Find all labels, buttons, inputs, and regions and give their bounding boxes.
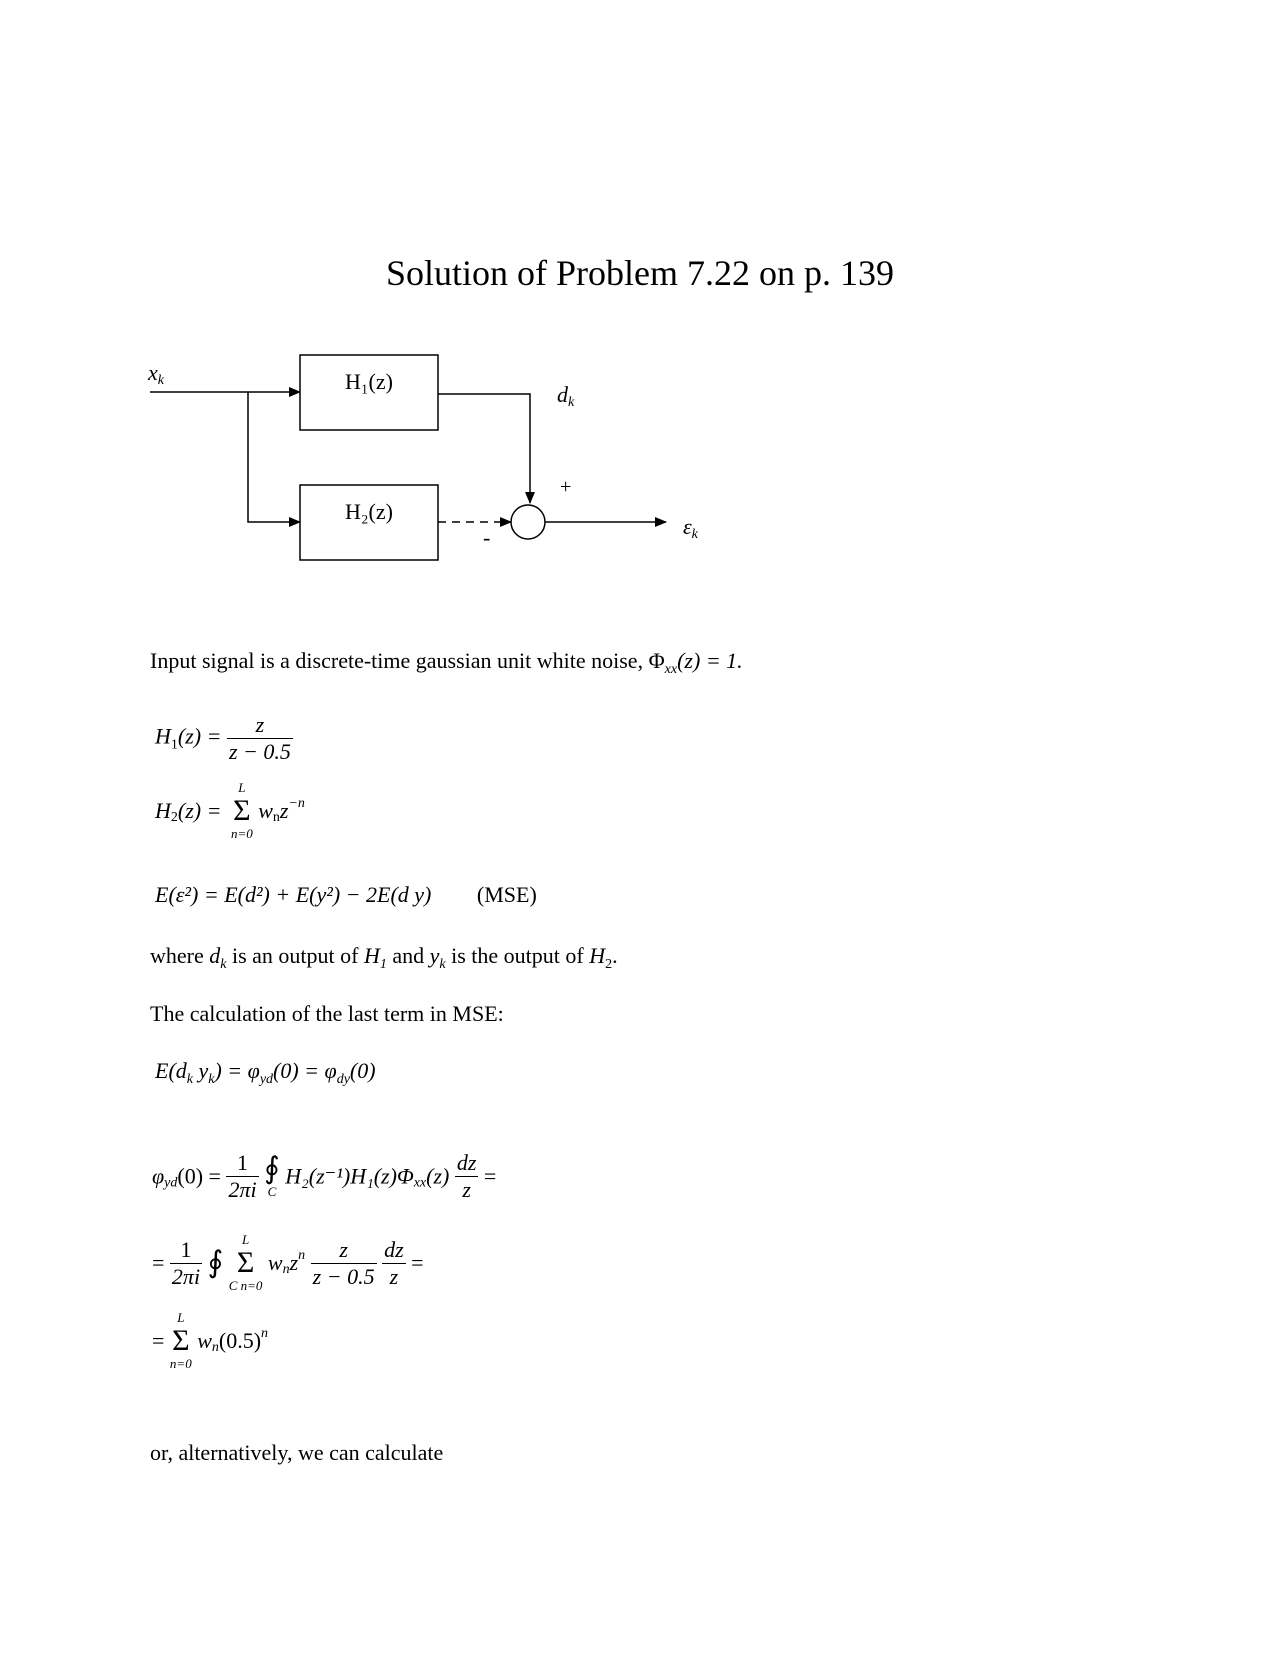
page-title: Solution of Problem 7.22 on p. 139 — [385, 253, 894, 293]
phi2-coefficient: $\frac{1}{2\pi i}$ — [171, 1236, 201, 1289]
summing-junction — [511, 505, 545, 539]
block-diagram — [0, 0, 1280, 600]
dz-over-z: $\frac{dz}{z}$ — [456, 1150, 477, 1202]
contour-integral: ∮ C — [264, 1151, 280, 1199]
plus-sign: + — [560, 476, 572, 498]
contour-integral-2: ∮ — [207, 1246, 224, 1279]
final-line: or, alternatively, we can calculate — [150, 1440, 444, 1465]
input-label: xk — [148, 360, 164, 388]
h1-equation: $H_1(z)$ = $\frac{z}{z - 0.5}$ — [155, 712, 291, 764]
phi-equation-line1: $\varphi_{yd}(0)$ = $\frac{1}{2\pi i}$ ∮ C $H_2(z^{-1})H_1(z)\Phi_{xx}(z)$ $\frac{dz}{z}$ = — [152, 1150, 497, 1202]
sum-symbol: L Σ C n=0 — [228, 1232, 263, 1293]
where-line: where $d_k$ is an output of $H_1$ and $y_k$ is the output of $H_2$. — [150, 943, 618, 972]
h1-output-wire — [438, 394, 530, 503]
phi-equation-line3: = L Σ n=0 $w_n(0.5)^n$ — [152, 1310, 269, 1371]
sum-symbol-3: L Σ n=0 — [169, 1310, 192, 1371]
dz-over-z-2: $\frac{dz}{z}$ — [384, 1236, 404, 1289]
minus-sign: - — [483, 525, 491, 550]
mse-equation: E(ε²) = E(d²) + E(y²) − 2E(d y) (MSE) — [155, 882, 537, 907]
branch-wire — [248, 392, 300, 522]
calc-line: The calculation of the last term in MSE: — [150, 1001, 504, 1026]
phi1-coefficient: $\frac{1}{2\pi i}$ — [228, 1150, 257, 1202]
cross-term-equation: $E(d_k$ $y_k) = \varphi_{yd}(0) = \varphi_{dy}(0)$ — [155, 1058, 376, 1087]
output-label: εk — [683, 514, 698, 542]
h2-label: H₂(z) — [345, 499, 393, 524]
z-over-z-minus: $\frac{z}{z - 0.5}$ — [312, 1236, 375, 1289]
d-label: dk — [557, 382, 575, 410]
input-statement: Input signal is a discrete-time gaussian unit white noise, $\Phi_{xx}(z) = 1$. — [150, 648, 743, 677]
h1-label: H₁(z) — [345, 369, 393, 394]
h2-sum: L Σ n=0 — [230, 780, 253, 841]
h2-equation: $H_2(z)$ = L Σ n=0 $w_nz^{-n}$ — [155, 780, 305, 841]
h1-fraction: $\frac{z}{z - 0.5}$ — [228, 712, 291, 764]
phi-equation-line2: = $\frac{1}{2\pi i}$ ∮ L Σ C n=0 $w_nz^n$ $\frac{z}{z - 0.5}$ $\frac{dz}{z}$ = — [152, 1232, 424, 1293]
